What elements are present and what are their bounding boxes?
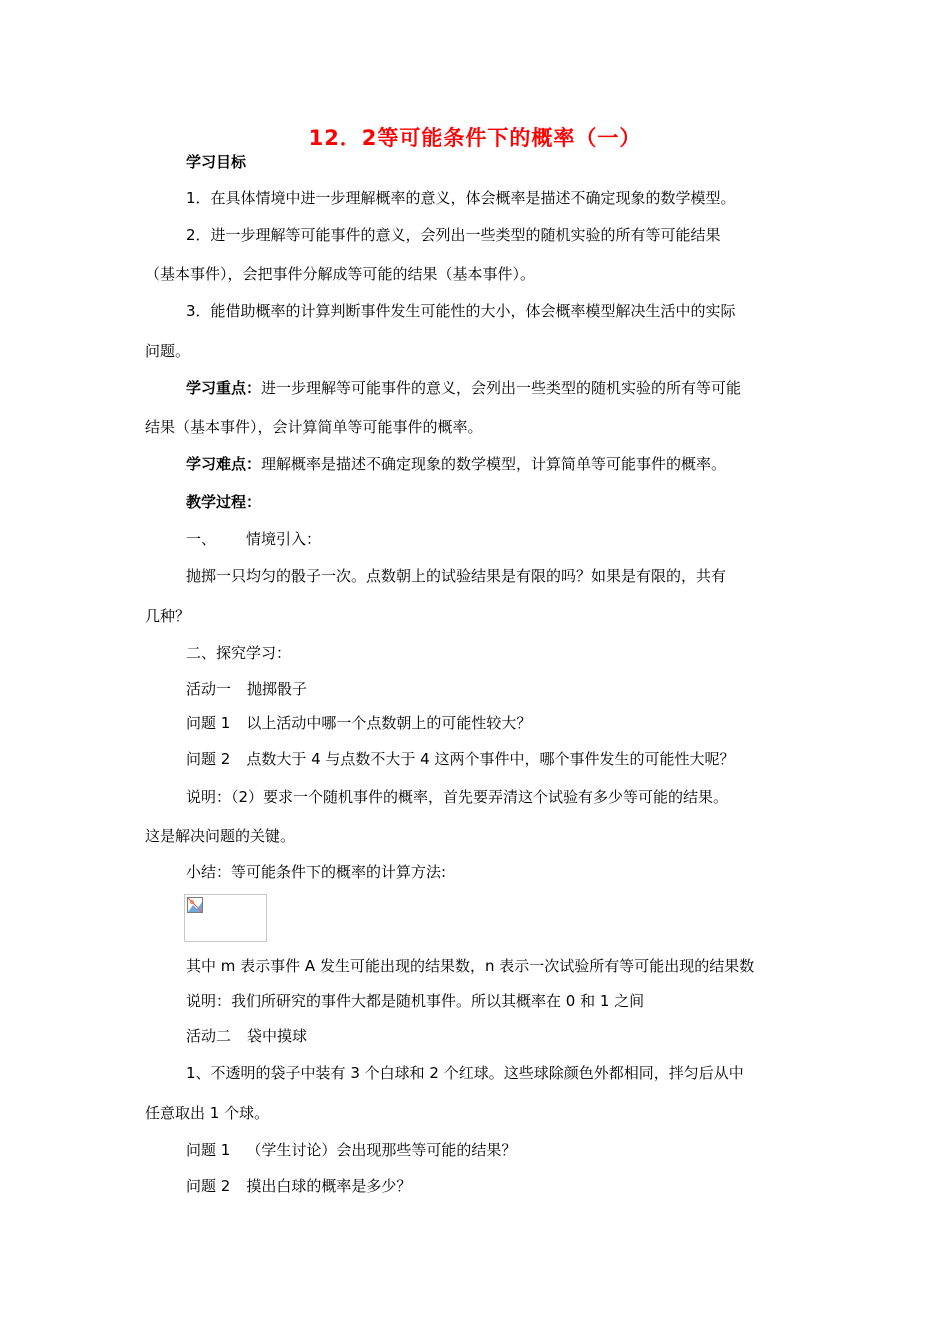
section-2-heading: 二、探究学习： (186, 644, 292, 662)
goal-2-line-1: 2．进一步理解等可能事件的意义，会列出一些类型的随机实验的所有等可能结果 (186, 226, 721, 244)
ball-question-2-label: 问题 2 (186, 1177, 231, 1195)
section-1-heading (186, 528, 321, 550)
goal-3-line-2: 问题。 (145, 342, 191, 360)
formula-image (184, 894, 267, 942)
key-point-line-2: 结果（基本事件），会计算简单等可能事件的概率。 (145, 418, 483, 436)
activity-1-title: 抛掷骰子 (247, 680, 308, 698)
activity-1-label: 活动一 (186, 680, 232, 698)
question-1-label: 问题 1 (186, 714, 231, 732)
ball-question-2-text: 摸出白球的概率是多少？ (246, 1177, 412, 1195)
section-1-number: 一、 (186, 530, 217, 548)
activity-1-heading (186, 678, 307, 700)
question-1-text: 以上活动中哪一个点数朝上的可能性较大？ (246, 714, 532, 732)
key-point-text: 进一步理解等可能事件的意义，会列出一些类型的随机实验的所有等可能 (261, 379, 742, 397)
section-1-title: 情境引入： (246, 530, 322, 548)
ball-problem-line-1: 1、不透明的袋子中装有 3 个白球和 2 个红球。这些球除颜色外都相同，拌匀后从中 (186, 1064, 744, 1082)
question-1 (186, 712, 531, 734)
note-1-line-1: 说明：（2）要求一个随机事件的概率，首先要弄清这个试验有多少等可能的结果。 (186, 788, 729, 806)
activity-2-title: 袋中摸球 (247, 1027, 308, 1045)
ball-question-1-text: （学生讨论）会出现那些等可能的结果？ (246, 1141, 517, 1159)
difficulty-label: 学习难点： (186, 455, 262, 473)
note-1-line-2: 这是解决问题的关键。 (145, 827, 296, 845)
goal-1: 1．在具体情境中进一步理解概率的意义，体会概率是描述不确定现象的数学模型。 (186, 189, 736, 207)
goal-3-line-1: 3．能借助概率的计算判断事件发生可能性的大小，体会概率模型解决生活中的实际 (186, 302, 736, 320)
intro-line-1: 抛掷一只均匀的骰子一次。点数朝上的试验结果是有限的吗？如果是有限的，共有 (186, 567, 727, 585)
key-point-label: 学习重点： (186, 379, 262, 397)
activity-2-label: 活动二 (186, 1027, 232, 1045)
document-title: 12．2等可能条件下的概率（一） (308, 126, 642, 150)
key-point-line-1 (186, 377, 741, 399)
note-2: 说明：我们所研究的事件大都是随机事件。所以其概率在 0 和 1 之间 (186, 992, 645, 1010)
goal-2-line-2: （基本事件），会把事件分解成等可能的结果（基本事件）。 (145, 265, 536, 283)
definition-line: 其中 m 表示事件 A 发生可能出现的结果数，n 表示一次试验所有等可能出现的结果数 (186, 957, 755, 975)
question-2-label: 问题 2 (186, 750, 231, 768)
question-2-text: 点数大于 4 与点数不大于 4 这两个事件中，哪个事件发生的可能性大呢？ (246, 750, 735, 768)
ball-question-1-label: 问题 1 (186, 1141, 231, 1159)
goals-heading: 学习目标 (186, 153, 247, 171)
ball-problem-line-2: 任意取出 1 个球。 (145, 1104, 270, 1122)
intro-line-2: 几种？ (145, 607, 191, 625)
broken-image-icon (187, 897, 203, 913)
difficulty-line (186, 453, 726, 475)
ball-question-1 (186, 1139, 516, 1161)
question-2 (186, 748, 734, 770)
summary-line: 小结：等可能条件下的概率的计算方法: (186, 863, 447, 881)
difficulty-text: 理解概率是描述不确定现象的数学模型，计算简单等可能事件的概率。 (261, 455, 727, 473)
process-heading: 教学过程： (186, 493, 262, 511)
ball-question-2 (186, 1175, 411, 1197)
activity-2-heading (186, 1025, 307, 1047)
